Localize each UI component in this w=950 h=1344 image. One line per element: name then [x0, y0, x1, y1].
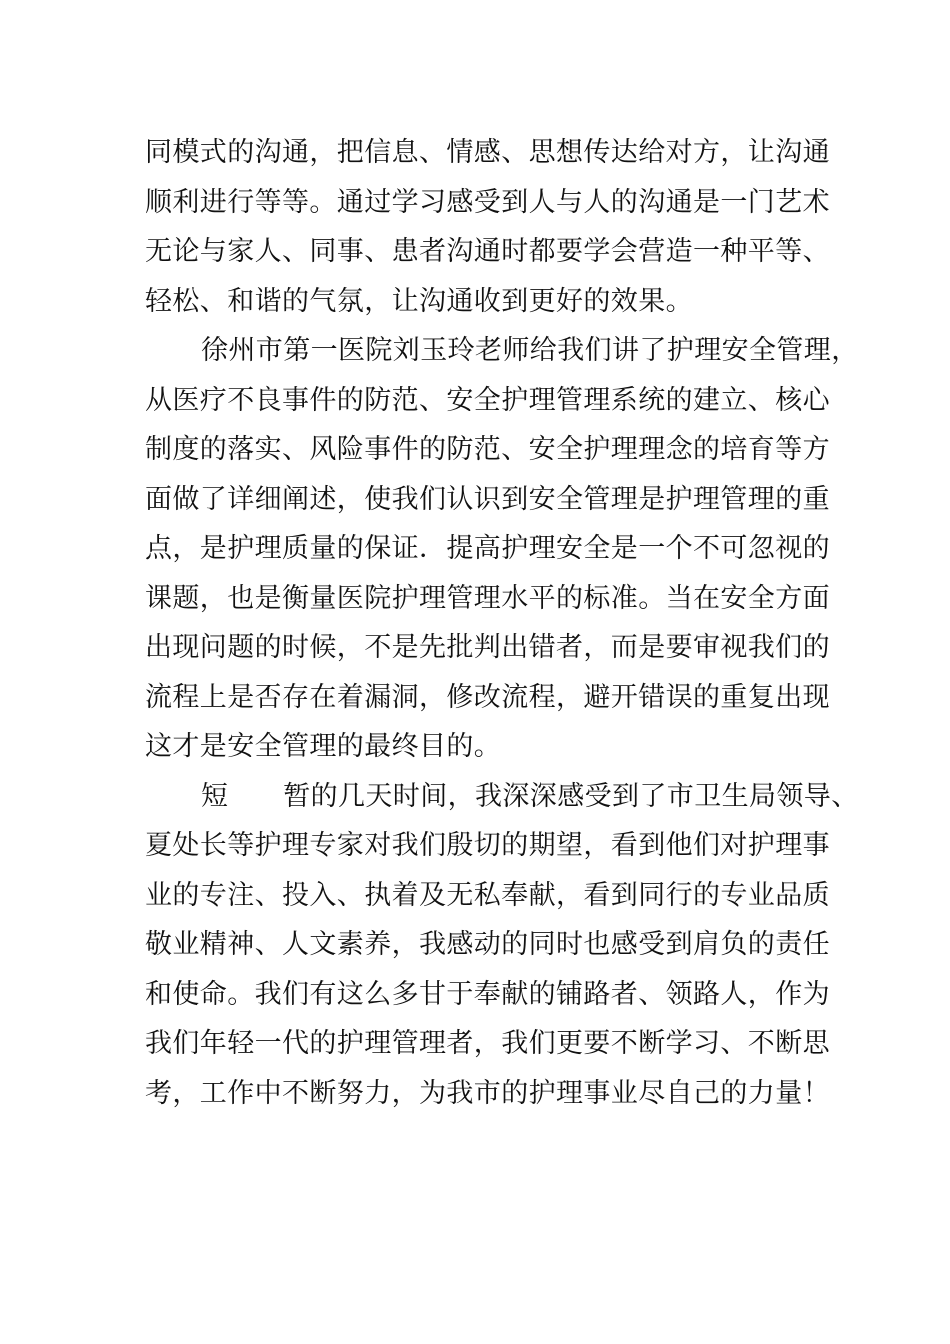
text-line: 点，是护理质量的保证．提高护理安全是一个不可忽视的: [145, 533, 830, 564]
text-line: 流程上是否存在着漏洞，修改流程，避开错误的重复出现: [145, 681, 830, 713]
paragraph-safety-management: [145, 326, 859, 772]
text-line: 同模式的沟通，把信息、情感、思想传达给对方，让沟通: [145, 137, 830, 168]
paragraph-conclusion: [145, 772, 859, 1119]
text-line: 考，工作中不断努力，为我市的护理事业尽自己的力量！: [145, 1077, 830, 1109]
text-line: 顺利进行等等。通过学习感受到人与人的沟通是一门艺术: [145, 186, 830, 218]
text-line: 面做了详细阐述，使我们认识到安全管理是护理管理的重: [145, 483, 830, 515]
text-line: 短 暂的几天时间，我深深感受到了市卫生局领导、: [201, 780, 859, 812]
text-line: 从医疗不良事件的防范、安全护理管理系统的建立、核心: [145, 384, 830, 416]
text-line: 课题，也是衡量医院护理管理水平的标准。当在安全方面: [145, 582, 830, 614]
text-line: 夏处长等护理专家对我们殷切的期望，看到他们对护理事: [145, 830, 830, 861]
text-line: 和使命。我们有这么多甘于奉献的铺路者、领路人，作为: [145, 978, 830, 1010]
text-line: 我们年轻一代的护理管理者，我们更要不断学习、不断思: [145, 1028, 830, 1059]
text-line: 徐州市第一医院刘玉玲老师给我们讲了护理安全管理，: [201, 335, 859, 366]
text-line: 这才是安全管理的最终目的。: [145, 731, 502, 762]
text-line: 轻松、和谐的气氛，让沟通收到更好的效果。: [145, 285, 693, 317]
text-line: 业的专注、投入、执着及无私奉献，看到同行的专业品质: [145, 879, 830, 911]
paragraph-communication: [145, 128, 830, 326]
text-line: 无论与家人、同事、患者沟通时都要学会营造一种平等、: [145, 236, 830, 267]
document-body: [145, 128, 859, 1118]
text-line: 制度的落实、风险事件的防范、安全护理理念的培育等方: [145, 434, 830, 465]
text-line: 出现问题的时候，不是先批判出错者，而是要审视我们的: [145, 632, 830, 663]
text-line: 敬业精神、人文素养，我感动的同时也感受到肩负的责任: [145, 929, 830, 960]
